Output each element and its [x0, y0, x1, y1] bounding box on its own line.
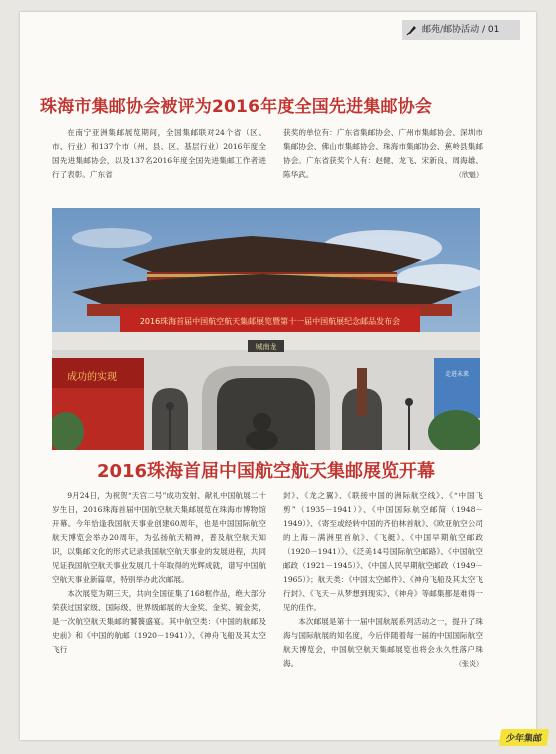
- exhibition-photo: [52, 208, 480, 450]
- article2-right-paragraph-2: [283, 615, 483, 671]
- photo-left-poster-text: 成功的实现: [67, 372, 117, 383]
- article1-right-text: [283, 126, 483, 182]
- magazine-logo-badge: 少年集邮: [499, 729, 549, 746]
- article2-right-paragraph-1: 封》、《龙之翼》、《联接中国的洲际航空线》、《“中国飞剪”（1935－1941）》、《中国国际航空邮简（1948－1949）》、《寄至或经转中国的齐伯林首航》、《欧亚航空公司的上海－满洲里首航》、《飞艇》、《中国早期航空邮政（1920－1941）》、《泛美14号国际航空邮路》、《中国航空邮政（1921－1945）》、《中国人民早期航空邮政（1949－1965）》；航天类：《中国太空邮件》、《神舟飞船及其太空飞行封》、《飞天－从梦想到现实》、《神舟》等邮集都是难得一见的佳作。: [283, 491, 483, 612]
- article2-right-column: [283, 489, 483, 671]
- section-separator: /: [440, 25, 444, 35]
- article1-left-column: [52, 126, 266, 182]
- article1-right-column: [283, 126, 483, 182]
- article2-left-paragraph-2: 本次展览为期三天，共向全国征集了168框作品，绝大部分荣获过国家级、国际级、世界级邮展的大金奖、金奖、镀金奖，是一次航空航天集邮的饕餮盛宴。其中航空类：《中国的航邮及史前》和《中国的航邮（1920－1941）》、《神舟飞船及其太空飞行: [52, 589, 266, 654]
- article1-signature: （欣魁）: [455, 171, 483, 179]
- photo-gate-plaque: 城南龙: [255, 343, 277, 351]
- article2-title: 2016珠海首届中国航空航天集邮展览开幕: [96, 461, 436, 482]
- article1-title: 珠海市集邮协会被评为2016年度全国先进集邮协会: [40, 97, 433, 117]
- exhibition-building-image: [52, 208, 480, 450]
- page-number: / 01: [481, 25, 500, 35]
- article2-left-paragraph-1: 9月24日，为祝贺“天宫二号”成功发射、献礼中国航展二十岁生日，2016珠海首届中国航空航天集邮展览在珠海市博物馆开幕。今年恰逢我国航天事业创建60周年，也是中国国际航空航天博览会举办20周年，为弘扬航天精神，普及航空航天知识，以集邮文化的形式记录我国航空航天事业的发展进程，共同见证我国航空航天事业发展几十年取得的光辉成就，谱写中国航空航天事业新篇章，特别举办此次邮展。: [52, 491, 266, 584]
- article2-right-paragraph-2-text: 本次邮展是第十一届中国航展系列活动之一，提升了珠海与国际航展的知名度，今后伴随着每一届的中国国际航空航天博览会，中国航空航天集邮展览也将会永久性落户珠海。: [283, 617, 483, 668]
- article1-left-text: 在南宁亚洲集邮展览期间，全国集邮联对24个省（区、市、行业）和137个市（州、县、区、基层行业）2016年度全国先进集邮协会，以及137名2016年度全国先进集邮工作者进行了表彰。广东省: [52, 128, 266, 179]
- section-label-2: 邮协活动: [443, 25, 480, 35]
- article2-left-column: [52, 489, 266, 657]
- article2-signature: （张炎）: [455, 660, 483, 668]
- section-header: [402, 20, 520, 40]
- photo-right-poster-text: 走进未来: [444, 371, 470, 378]
- article1-right-body: 获奖的单位有：广东省集邮协会、广州市集邮协会、深圳市集邮协会、佛山市集邮协会、珠海市集邮协会、蕉岭县集邮协会。广东省获奖个人有：赵健、龙飞、宋新良、周海雄、陈华武。: [283, 128, 483, 179]
- section-label-1: 邮苑: [422, 25, 441, 35]
- photo-banner-text: 2016珠海首届中国航空航天集邮展览暨第十一届中国航展纪念邮品发布会: [139, 317, 401, 326]
- pen-nib-icon: [406, 24, 418, 36]
